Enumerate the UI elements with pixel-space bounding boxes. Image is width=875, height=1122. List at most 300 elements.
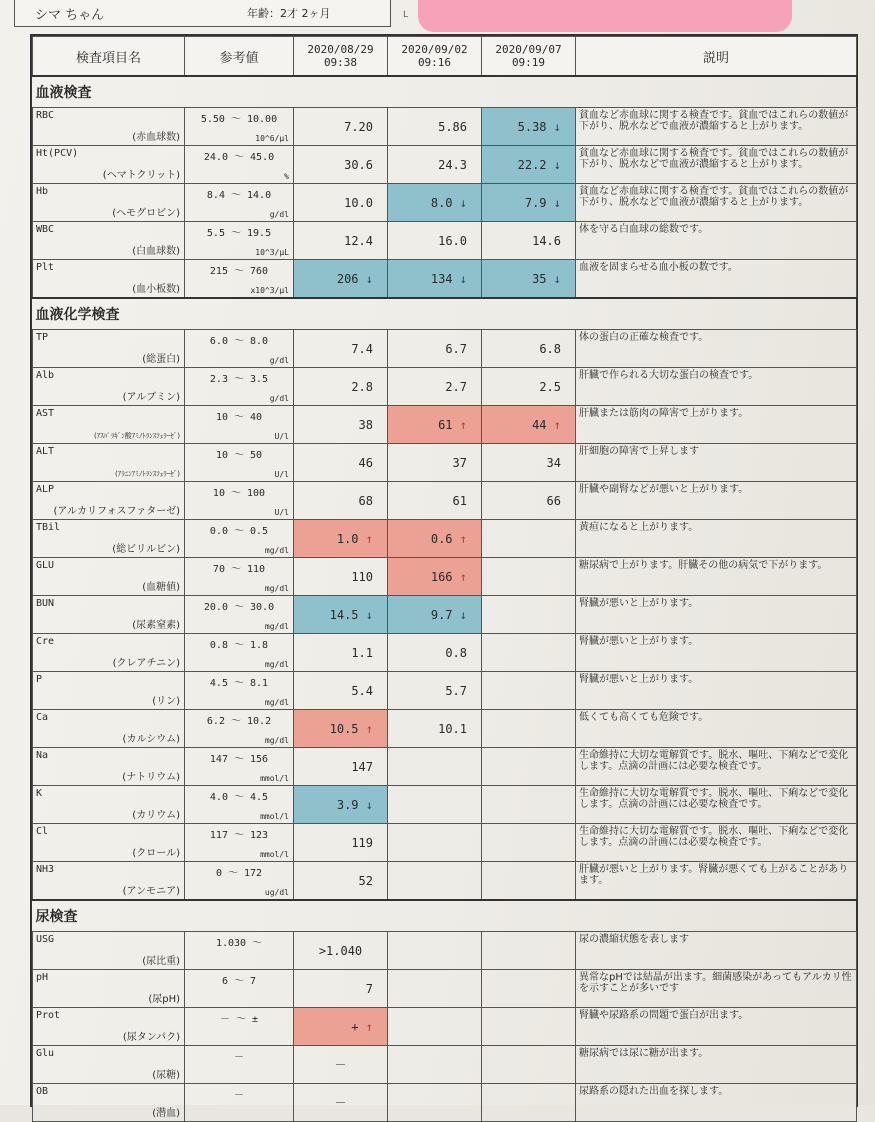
test-abbr: ALP	[36, 484, 55, 495]
reference-cell	[185, 970, 294, 1008]
result-value: 7.20	[344, 119, 373, 134]
value-cell-date-1	[294, 932, 388, 970]
section-header-row	[33, 900, 857, 932]
value-cell-date-3	[482, 824, 576, 862]
reference-cell	[185, 520, 294, 558]
value-cell-date-1	[294, 368, 388, 406]
reference-range: 4.0 ～ 4.5	[209, 792, 269, 803]
reference-cell	[185, 862, 294, 901]
arrow-down-icon: ↓	[365, 607, 373, 622]
result-value: 5.7	[445, 683, 467, 698]
table-row	[33, 1008, 857, 1046]
test-name-cell	[33, 368, 185, 406]
result-value: 14.6	[532, 233, 561, 248]
table-row	[33, 786, 857, 824]
description-cell: 貧血など赤血球に関する検査です。貧血ではこれらの数値が下がり、脱水などで血液が濃縮すると上がります。	[576, 184, 857, 222]
reference-unit: mg/dl	[264, 736, 289, 745]
reference-unit: mmol/l	[260, 812, 289, 821]
result-value: 7.9	[524, 195, 547, 210]
table-row	[33, 824, 857, 862]
value-cell-date-3	[482, 482, 576, 520]
value-cell-date-3	[482, 260, 576, 299]
result-value: －	[334, 1096, 347, 1110]
result-value: 8.0	[430, 195, 453, 210]
test-abbr: Ca	[36, 712, 49, 723]
reference-range: －	[234, 1090, 244, 1101]
arrow-up-icon: ↑	[365, 531, 373, 546]
reference-unit: mg/dl	[264, 660, 289, 669]
test-name-cell	[33, 672, 185, 710]
test-abbr: Glu	[36, 1048, 55, 1059]
results-body	[33, 76, 857, 1122]
reference-cell	[185, 444, 294, 482]
column-header-item: 検査項目名	[33, 37, 185, 77]
value-cell-date-3	[482, 672, 576, 710]
reference-range: 10 ～ 40	[215, 412, 263, 423]
value-cell-date-1	[294, 108, 388, 146]
reference-range: 8.4 ～ 14.0	[206, 190, 272, 201]
test-abbr: GLU	[36, 560, 55, 571]
arrow-down-icon: ↓	[553, 271, 561, 286]
value-cell-date-2	[388, 672, 482, 710]
test-japanese-name: (総蛋白)	[142, 354, 180, 365]
test-abbr: Cl	[36, 826, 49, 837]
patient-age: 年齢：2才 2ヶ月	[247, 7, 331, 20]
arrow-down-icon: ↓	[459, 607, 467, 622]
reference-range: 10 ～ 50	[215, 450, 263, 461]
result-value: 5.38	[517, 119, 547, 134]
reference-range: 0.0 ～ 0.5	[209, 526, 269, 537]
description-cell: 腎臓が悪いと上がります。	[576, 672, 857, 710]
value-cell-date-2	[388, 786, 482, 824]
table-row	[33, 748, 857, 786]
result-value: 110	[351, 569, 373, 584]
description-cell: 肝臓または筋肉の障害で上がります。	[576, 406, 857, 444]
reference-unit: g/dl	[269, 356, 289, 365]
value-cell-date-1	[294, 1046, 388, 1084]
test-name-cell	[33, 520, 185, 558]
test-japanese-name: (血糖値)	[142, 582, 180, 593]
description-cell: 腎臓が悪いと上がります。	[576, 596, 857, 634]
test-japanese-name: (リン)	[152, 696, 180, 707]
test-name-cell	[33, 596, 185, 634]
value-cell-date-2	[388, 710, 482, 748]
result-value: 66	[546, 493, 561, 508]
test-japanese-name: (尿素窒素)	[132, 620, 180, 631]
result-value: 61	[452, 493, 467, 508]
value-cell-date-1	[294, 406, 388, 444]
value-cell-date-2	[388, 970, 482, 1008]
test-abbr: Ht(PCV)	[36, 148, 79, 159]
test-japanese-name: (ｱﾗﾆﾝｱﾐﾉﾄﾗﾝｽﾌｪﾗｰｾﾞ)	[115, 470, 180, 478]
reference-cell	[185, 108, 294, 146]
result-value: 61	[438, 417, 453, 432]
test-name-cell	[33, 1046, 185, 1084]
result-value: 10.5	[329, 721, 359, 736]
result-value: 1.0	[336, 531, 359, 546]
reference-unit: 10^6/μl	[255, 134, 289, 143]
reference-range: 0 ～ 172	[215, 868, 263, 879]
value-cell-date-2	[388, 222, 482, 260]
arrow-down-icon: ↓	[365, 271, 373, 286]
description-cell: 腎臓が悪いと上がります。	[576, 634, 857, 672]
value-cell-date-3	[482, 1084, 576, 1122]
test-japanese-name: (ｱｽﾊﾟﾗｷﾞﾝ酸ｱﾐﾉﾄﾗﾝｽﾌｪﾗｰｾﾞ)	[94, 432, 180, 440]
test-name-cell	[33, 222, 185, 260]
column-header-date-1	[294, 37, 388, 77]
value-cell-date-1	[294, 710, 388, 748]
reference-range: 1.030 ～	[215, 938, 263, 949]
value-cell-date-3	[482, 146, 576, 184]
value-cell-date-1	[294, 824, 388, 862]
description-cell: 異常なpHでは結晶が出ます。細菌感染があってもアルカリ性を示すことが多いです	[576, 970, 857, 1008]
reference-unit: mmol/l	[260, 850, 289, 859]
table-row	[33, 710, 857, 748]
reference-range: 4.5 ～ 8.1	[209, 678, 269, 689]
reference-cell	[185, 596, 294, 634]
reference-range: 20.0 ～ 30.0	[203, 602, 275, 613]
test-name-cell	[33, 146, 185, 184]
value-cell-date-2	[388, 520, 482, 558]
arrow-down-icon: ↓	[553, 157, 561, 172]
result-value: 0.8	[445, 645, 467, 660]
value-cell-date-3	[482, 368, 576, 406]
arrow-up-icon: ↑	[459, 531, 467, 546]
reference-unit: 10^3/μL	[255, 248, 289, 257]
value-cell-date-3	[482, 558, 576, 596]
value-cell-date-1	[294, 596, 388, 634]
reference-range: 147 ～ 156	[209, 754, 269, 765]
test-japanese-name: (カリウム)	[132, 810, 180, 821]
value-cell-date-3	[482, 932, 576, 970]
arrow-down-icon: ↓	[365, 797, 373, 812]
reference-range: 6.0 ～ 8.0	[209, 336, 269, 347]
table-row	[33, 862, 857, 901]
result-value: 147	[351, 759, 373, 774]
reference-range: －	[234, 1052, 244, 1063]
value-cell-date-1	[294, 786, 388, 824]
column-header-date-2	[388, 37, 482, 77]
arrow-up-icon: ↑	[365, 721, 373, 736]
value-cell-date-1	[294, 558, 388, 596]
value-cell-date-3	[482, 184, 576, 222]
test-name-cell	[33, 406, 185, 444]
table-row	[33, 330, 857, 368]
result-value: >1.040	[318, 943, 363, 958]
result-value: 6.8	[539, 341, 561, 356]
reference-unit: mg/dl	[264, 584, 289, 593]
arrow-up-icon: ↑	[553, 417, 561, 432]
value-cell-date-1	[294, 634, 388, 672]
value-cell-date-3	[482, 444, 576, 482]
result-value: 52	[358, 873, 373, 888]
reference-cell	[185, 330, 294, 368]
section-title: 血液化学検査	[33, 298, 857, 330]
result-value: 5.86	[438, 119, 467, 134]
test-abbr: TBil	[36, 522, 61, 533]
test-name-cell	[33, 1084, 185, 1122]
section-header-row	[33, 298, 857, 330]
reference-range: － ～ ±	[219, 1014, 259, 1025]
test-abbr: Alb	[36, 370, 55, 381]
reference-range: 215 ～ 760	[209, 266, 269, 277]
value-cell-date-3	[482, 596, 576, 634]
test-name-cell	[33, 482, 185, 520]
value-cell-date-3	[482, 970, 576, 1008]
reference-range: 5.50 ～ 10.00	[200, 114, 278, 125]
table-row	[33, 406, 857, 444]
test-name-cell	[33, 786, 185, 824]
description-cell: 肝臓や副腎などが悪いと上がります。	[576, 482, 857, 520]
value-cell-date-3	[482, 330, 576, 368]
test-japanese-name: (尿タンパク)	[122, 1032, 180, 1043]
value-cell-date-3	[482, 108, 576, 146]
reference-range: 24.0 ～ 45.0	[203, 152, 275, 163]
result-value: 35	[532, 271, 547, 286]
description-cell: 貧血など赤血球に関する検査です。貧血ではこれらの数値が下がり、脱水などで血液が濃縮すると上がります。	[576, 146, 857, 184]
description-cell: 肝臓が悪いと上がります。腎臓が悪くても上がることがあります。	[576, 862, 857, 901]
test-abbr: K	[36, 788, 43, 799]
result-value: 38	[358, 417, 373, 432]
description-cell: 尿路系の隠れた出血を探します。	[576, 1084, 857, 1122]
test-name-cell	[33, 558, 185, 596]
results-sheet	[30, 34, 858, 1119]
value-cell-date-2	[388, 558, 482, 596]
value-cell-date-1	[294, 444, 388, 482]
value-cell-date-1	[294, 520, 388, 558]
value-cell-date-1	[294, 1008, 388, 1046]
reference-unit: mg/dl	[264, 546, 289, 555]
value-cell-date-1	[294, 1084, 388, 1122]
result-value: 9.7	[430, 607, 453, 622]
result-value: 206	[336, 271, 359, 286]
reference-range: 70 ～ 110	[212, 564, 266, 575]
description-cell: 糖尿病で上がります。肝臓その他の病気で下がります。	[576, 558, 857, 596]
test-japanese-name: (尿比重)	[142, 956, 180, 967]
arrow-down-icon: ↓	[553, 119, 561, 134]
reference-unit: U/l	[274, 432, 289, 441]
value-cell-date-2	[388, 368, 482, 406]
reference-range: 5.5 ～ 19.5	[206, 228, 272, 239]
test-name-cell	[33, 634, 185, 672]
test-japanese-name: (白血球数)	[132, 246, 180, 257]
result-value: 14.5	[329, 607, 359, 622]
date-label: 2020/09/02	[401, 43, 468, 56]
reference-range: 6 ～ 7	[221, 976, 257, 987]
test-japanese-name: (クレアチニン)	[112, 658, 180, 669]
test-abbr: RBC	[36, 110, 55, 121]
test-abbr: TP	[36, 332, 49, 343]
test-abbr: USG	[36, 934, 55, 945]
reference-cell	[185, 558, 294, 596]
table-header-row	[33, 37, 857, 77]
description-cell: 尿の濃縮状態を表します	[576, 932, 857, 970]
test-japanese-name: (ヘマトクリット)	[102, 170, 180, 181]
value-cell-date-1	[294, 330, 388, 368]
test-name-cell	[33, 932, 185, 970]
redaction-overlay	[418, 0, 792, 32]
test-name-cell	[33, 1008, 185, 1046]
test-abbr: pH	[36, 972, 49, 983]
description-cell: 低くても高くても危険です。	[576, 710, 857, 748]
test-name-cell	[33, 184, 185, 222]
test-japanese-name: (アルカリフォスファターゼ)	[53, 506, 180, 517]
reference-cell	[185, 146, 294, 184]
test-japanese-name: (アルブミン)	[122, 392, 180, 403]
reference-range: 6.2 ～ 10.2	[206, 716, 272, 727]
test-abbr: P	[36, 674, 43, 685]
test-abbr: Plt	[36, 262, 55, 273]
result-value: 2.8	[351, 379, 373, 394]
test-japanese-name: (ヘモグロビン)	[112, 208, 180, 219]
result-value: －	[334, 1058, 347, 1072]
reference-range: 2.3 ～ 3.5	[209, 374, 269, 385]
value-cell-date-3	[482, 786, 576, 824]
test-japanese-name: (赤血球数)	[132, 132, 180, 143]
test-name-cell	[33, 330, 185, 368]
value-cell-date-3	[482, 748, 576, 786]
section-title: 尿検査	[33, 900, 857, 932]
results-table	[32, 36, 857, 1122]
description-cell: 黄疸になると上がります。	[576, 520, 857, 558]
value-cell-date-3	[482, 862, 576, 901]
result-value: 16.0	[438, 233, 467, 248]
description-cell: 生命維持に大切な電解質です。脱水、嘔吐、下痢などで変化します。点滴の計画には必要な検査です。	[576, 824, 857, 862]
table-row	[33, 108, 857, 146]
table-row	[33, 520, 857, 558]
result-value: 6.7	[445, 341, 467, 356]
date-label: 2020/09/07	[495, 43, 562, 56]
column-header-description: 説明	[576, 37, 857, 77]
table-row	[33, 368, 857, 406]
value-cell-date-2	[388, 596, 482, 634]
reference-unit: mg/dl	[264, 698, 289, 707]
test-abbr: Hb	[36, 186, 49, 197]
value-cell-date-3	[482, 634, 576, 672]
value-cell-date-1	[294, 672, 388, 710]
test-japanese-name: (カルシウム)	[122, 734, 180, 745]
value-cell-date-2	[388, 330, 482, 368]
reference-cell	[185, 634, 294, 672]
result-value: 68	[358, 493, 373, 508]
value-cell-date-2	[388, 482, 482, 520]
table-row	[33, 222, 857, 260]
value-cell-date-2	[388, 932, 482, 970]
reference-range: 10 ～ 100	[212, 488, 266, 499]
value-cell-date-2	[388, 1008, 482, 1046]
value-cell-date-2	[388, 444, 482, 482]
value-cell-date-1	[294, 222, 388, 260]
reference-cell	[185, 1084, 294, 1122]
test-abbr: ALT	[36, 446, 55, 457]
test-abbr: NH3	[36, 864, 55, 875]
column-header-date-3	[482, 37, 576, 77]
value-cell-date-3	[482, 406, 576, 444]
reference-unit: x10^3/μl	[250, 286, 289, 295]
reference-cell	[185, 1008, 294, 1046]
value-cell-date-2	[388, 634, 482, 672]
test-name-cell	[33, 444, 185, 482]
arrow-up-icon: ↑	[459, 417, 467, 432]
test-abbr: BUN	[36, 598, 55, 609]
result-value: 2.5	[539, 379, 561, 394]
table-row	[33, 1084, 857, 1122]
value-cell-date-3	[482, 222, 576, 260]
reference-unit: U/l	[274, 508, 289, 517]
reference-cell	[185, 672, 294, 710]
time-label: 09:16	[417, 56, 452, 69]
test-japanese-name: (総ビリルビン)	[112, 544, 180, 555]
table-row	[33, 260, 857, 299]
test-name-cell	[33, 108, 185, 146]
test-name-cell	[33, 748, 185, 786]
description-cell: 糖尿病では尿に糖が出ます。	[576, 1046, 857, 1084]
result-value: 44	[532, 417, 547, 432]
value-cell-date-3	[482, 520, 576, 558]
table-row	[33, 482, 857, 520]
table-row	[33, 146, 857, 184]
reference-cell	[185, 824, 294, 862]
result-value: 34	[546, 455, 561, 470]
test-abbr: AST	[36, 408, 55, 419]
time-label: 09:38	[323, 56, 358, 69]
test-japanese-name: (血小板数)	[132, 284, 180, 295]
redaction-edge-mark: L	[403, 10, 409, 20]
test-abbr: Prot	[36, 1010, 61, 1021]
value-cell-date-2	[388, 184, 482, 222]
reference-unit: %	[284, 172, 289, 181]
result-value: 1.1	[351, 645, 373, 660]
result-value: 37	[452, 455, 467, 470]
test-japanese-name: (潜血)	[152, 1108, 180, 1119]
test-japanese-name: (尿糖)	[152, 1070, 180, 1081]
test-name-cell	[33, 710, 185, 748]
result-value: 5.4	[351, 683, 373, 698]
value-cell-date-2	[388, 406, 482, 444]
description-cell: 肝細胞の障害で上昇します	[576, 444, 857, 482]
test-name-cell	[33, 824, 185, 862]
value-cell-date-1	[294, 482, 388, 520]
table-row	[33, 672, 857, 710]
arrow-up-icon: ↑	[365, 1019, 373, 1034]
test-abbr: WBC	[36, 224, 55, 235]
reference-cell	[185, 748, 294, 786]
test-abbr: Na	[36, 750, 49, 761]
reference-unit: mg/dl	[264, 622, 289, 631]
table-row	[33, 558, 857, 596]
result-value: 22.2	[517, 157, 547, 172]
section-header-row	[33, 76, 857, 108]
reference-cell	[185, 260, 294, 299]
reference-cell	[185, 184, 294, 222]
reference-cell	[185, 710, 294, 748]
description-cell: 体の蛋白の正確な検査です。	[576, 330, 857, 368]
test-japanese-name: (クロール)	[132, 848, 180, 859]
section-title: 血液検査	[33, 76, 857, 108]
test-abbr: Cre	[36, 636, 55, 647]
test-japanese-name: (尿pH)	[148, 994, 180, 1005]
reference-cell	[185, 932, 294, 970]
test-abbr: OB	[36, 1086, 49, 1097]
reference-unit: g/dl	[269, 394, 289, 403]
value-cell-date-2	[388, 1046, 482, 1084]
reference-cell	[185, 406, 294, 444]
result-value: 12.4	[344, 233, 373, 248]
value-cell-date-2	[388, 862, 482, 901]
date-label: 2020/08/29	[307, 43, 374, 56]
result-value: 10.1	[438, 721, 467, 736]
reference-range: 117 ～ 123	[209, 830, 269, 841]
